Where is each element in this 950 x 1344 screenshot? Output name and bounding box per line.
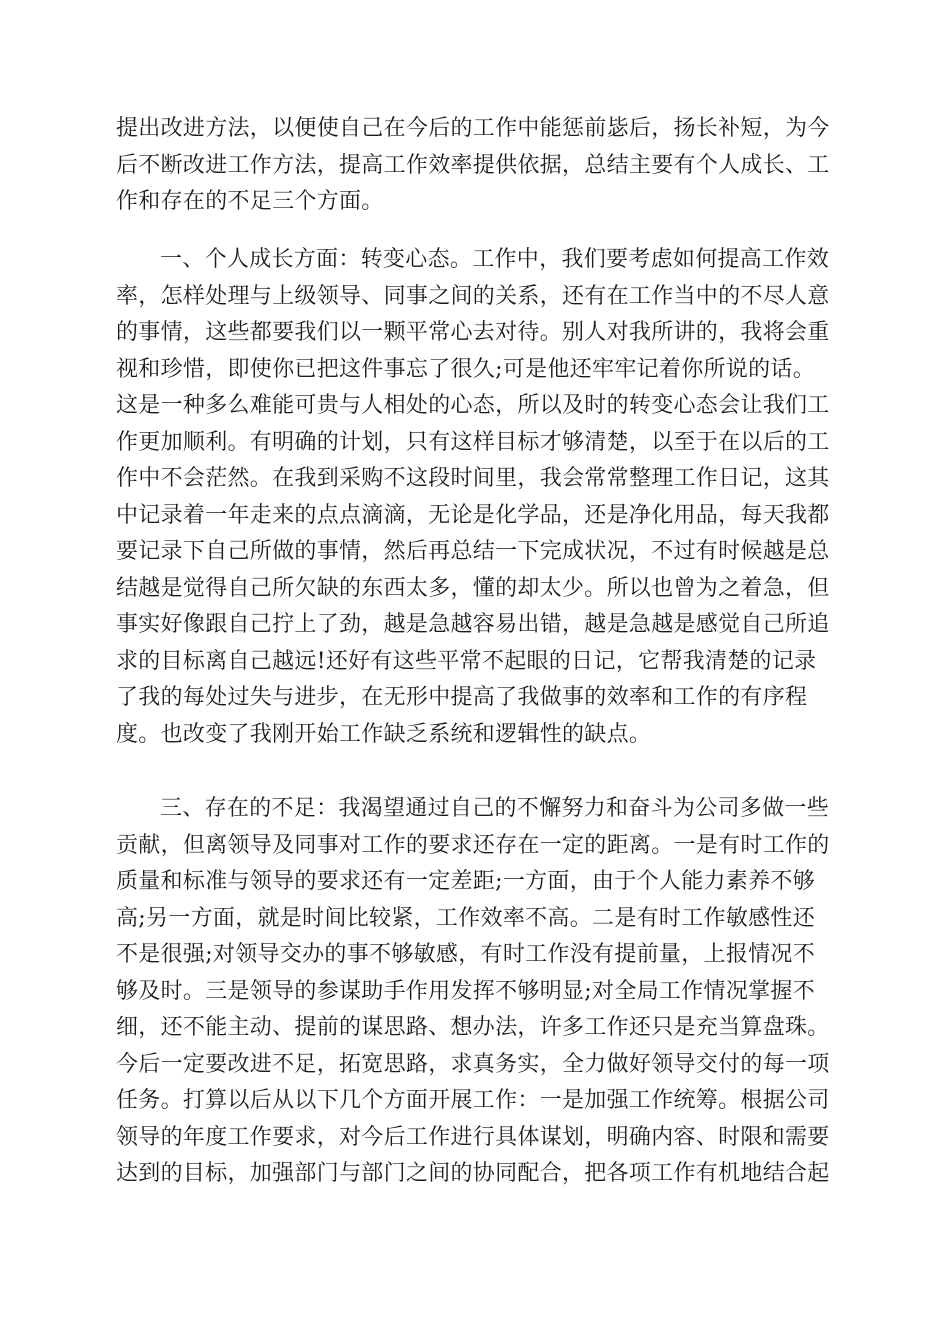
paragraph-line: 这是一种多么难能可贵与人相处的心态，所以及时的转变心态会让我们工	[116, 393, 830, 418]
paragraph-line: 提出改进方法，以便使自己在今后的工作中能惩前毖后，扬长补短，为今	[116, 116, 830, 141]
paragraph-line: 不是很强;对领导交办的事不够敏感，有时工作没有提前量，上报情况不	[116, 942, 816, 967]
paragraph-line: 达到的目标，加强部门与部门之间的协同配合，把各项工作有机地结合起	[116, 1161, 830, 1186]
paragraph-line: 作和存在的不足三个方面。	[116, 189, 384, 214]
paragraph-line: 作中不会茫然。在我到采购不这段时间里，我会常常整理工作日记，这其	[116, 466, 830, 491]
paragraph-shortcomings	[116, 791, 830, 1193]
paragraph-line: 了我的每处过失与进步，在无形中提高了我做事的效率和工作的有序程	[116, 685, 808, 710]
paragraph-line: 中记录着一年走来的点点滴滴，无论是化学品，还是净化用品，每天我都	[116, 502, 830, 528]
paragraph-line: 三、存在的不足：我渴望通过自己的不懈努力和奋斗为公司多做一些	[160, 796, 830, 821]
paragraph-line: 后不断改进工作方法，提高工作效率提供依据，总结主要有个人成长、工	[116, 152, 830, 178]
paragraph-line: 细，还不能主动、提前的谋思路、想办法，许多工作还只是充当算盘珠。	[116, 1015, 830, 1040]
paragraph-line: 率，怎样处理与上级领导、同事之间的关系，还有在工作当中的不尽人意	[116, 283, 830, 309]
paragraph-line: 任务。打算以后从以下几个方面开展工作：一是加强工作统筹。根据公司	[116, 1088, 830, 1113]
paragraph-intro	[116, 111, 830, 221]
paragraph-line: 的事情，这些都要我们以一颗平常心去对待。别人对我所讲的，我将会重	[116, 320, 830, 345]
paragraph-line: 结越是觉得自己所欠缺的东西太多，懂的却太少。所以也曾为之着急，但	[116, 575, 830, 601]
paragraph-line: 质量和标准与领导的要求还有一定差距;一方面，由于个人能力素养不够	[116, 869, 816, 894]
paragraph-line: 今后一定要改进不足，拓宽思路，求真务实，全力做好领导交付的每一项	[116, 1051, 830, 1077]
paragraph-line: 度。也改变了我刚开始工作缺乏系统和逻辑性的缺点。	[116, 721, 652, 747]
paragraph-line: 要记录下自己所做的事情，然后再总结一下完成状况，不过有时候越是总	[116, 539, 830, 564]
paragraph-line: 视和珍惜，即使你已把这件事忘了很久;可是他还牢牢记着你所说的话。	[116, 356, 816, 382]
paragraph-line: 贡献，但离领导及同事对工作的要求还存在一定的距离。一是有时工作的	[116, 832, 830, 858]
paragraph-line: 作更加顺利。有明确的计划，只有这样目标才够清楚，以至于在以后的工	[116, 429, 830, 455]
paragraph-personal-growth	[116, 242, 830, 753]
paragraph-line: 事实好像跟自己拧上了劲，越是急越容易出错，越是急越是感觉自己所追	[116, 612, 830, 637]
paragraph-line: 领导的年度工作要求，对今后工作进行具体谋划，明确内容、时限和需要	[116, 1124, 830, 1150]
paragraph-line: 一、个人成长方面：转变心态。工作中，我们要考虑如何提高工作效	[160, 247, 830, 272]
paragraph-line: 高;另一方面，就是时间比较紧，工作效率不高。二是有时工作敏感性还	[116, 905, 816, 931]
paragraph-line: 够及时。三是领导的参谋助手作用发挥不够明显;对全局工作情况掌握不	[116, 978, 816, 1004]
paragraph-line: 求的目标离自己越远!还好有这些平常不起眼的日记，它帮我清楚的记录	[116, 648, 817, 674]
